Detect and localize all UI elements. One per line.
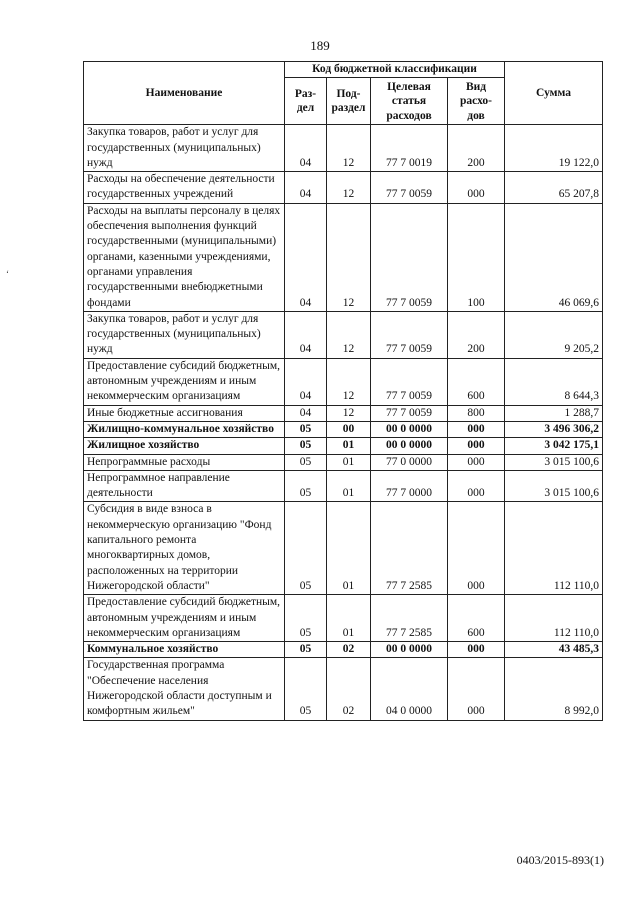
table-body (84, 125, 603, 720)
cell-section: 05 (285, 642, 327, 658)
cell-sum: 3 015 100,6 (505, 454, 603, 470)
cell-target: 77 0 0000 (371, 454, 448, 470)
table-row (84, 358, 603, 405)
cell-subsection: 01 (327, 438, 371, 454)
cell-subsection: 12 (327, 358, 371, 405)
cell-target: 77 7 0059 (371, 311, 448, 358)
cell-name: Жилищное хозяйство (84, 438, 285, 454)
cell-section: 05 (285, 502, 327, 595)
cell-subsection: 02 (327, 642, 371, 658)
cell-target: 77 7 2585 (371, 595, 448, 642)
cell-target: 77 7 0059 (371, 172, 448, 204)
cell-sum: 3 042 175,1 (505, 438, 603, 454)
cell-sum: 8 992,0 (505, 658, 603, 720)
cell-kind: 000 (448, 470, 505, 502)
cell-kind: 000 (448, 502, 505, 595)
table-row (84, 421, 603, 437)
table-row (84, 203, 603, 311)
cell-name: Государственная программа "Обеспечение населения Нижегородской области доступным и комфортным жильем" (84, 658, 285, 720)
cell-subsection: 12 (327, 172, 371, 204)
cell-kind: 000 (448, 421, 505, 437)
cell-subsection: 01 (327, 454, 371, 470)
table-row (84, 595, 603, 642)
cell-name: Закупка товаров, работ и услуг для государственных (муниципальных) нужд (84, 125, 285, 172)
cell-target: 00 0 0000 (371, 421, 448, 437)
cell-subsection: 01 (327, 502, 371, 595)
cell-kind: 200 (448, 311, 505, 358)
cell-name: Иные бюджетные ассигнования (84, 405, 285, 421)
table-row (84, 502, 603, 595)
cell-section: 04 (285, 358, 327, 405)
cell-kind: 600 (448, 595, 505, 642)
cell-target: 77 7 0059 (371, 203, 448, 311)
cell-section: 05 (285, 658, 327, 720)
table-row (84, 642, 603, 658)
cell-target: 00 0 0000 (371, 642, 448, 658)
table-header (84, 62, 603, 125)
cell-section: 04 (285, 125, 327, 172)
cell-sum: 1 288,7 (505, 405, 603, 421)
cell-sum: 8 644,3 (505, 358, 603, 405)
header-target: Целевая статья расходов (371, 78, 448, 125)
table-row (84, 172, 603, 204)
table-row (84, 405, 603, 421)
table-row (84, 438, 603, 454)
cell-name: Непрограммное направление деятельности (84, 470, 285, 502)
cell-section: 05 (285, 454, 327, 470)
cell-target: 00 0 0000 (371, 438, 448, 454)
cell-name: Предоставление субсидий бюджетным, автономным учреждениям и иным некоммерческим организациям (84, 595, 285, 642)
cell-section: 04 (285, 172, 327, 204)
cell-name: Коммунальное хозяйство (84, 642, 285, 658)
cell-kind: 000 (448, 642, 505, 658)
cell-target: 77 7 0000 (371, 470, 448, 502)
cell-sum: 112 110,0 (505, 595, 603, 642)
cell-section: 04 (285, 311, 327, 358)
header-classification-group: Код бюджетной классификации (285, 62, 505, 78)
cell-target: 77 7 0059 (371, 405, 448, 421)
table-row (84, 470, 603, 502)
table-row (84, 658, 603, 720)
cell-target: 77 7 2585 (371, 502, 448, 595)
cell-kind: 200 (448, 125, 505, 172)
table-row (84, 311, 603, 358)
cell-subsection: 12 (327, 405, 371, 421)
cell-target: 77 7 0019 (371, 125, 448, 172)
cell-name: Непрограммные расходы (84, 454, 285, 470)
cell-section: 04 (285, 203, 327, 311)
cell-target: 04 0 0000 (371, 658, 448, 720)
header-kind: Вид расхо- дов (448, 78, 505, 125)
cell-kind: 000 (448, 454, 505, 470)
cell-section: 05 (285, 438, 327, 454)
header-subsection: Под- раздел (327, 78, 371, 125)
cell-subsection: 01 (327, 470, 371, 502)
document-code: 0403/2015-893(1) (516, 853, 604, 867)
cell-name: Расходы на выплаты персоналу в целях обеспечения выполнения функций государственными (муниципальными) органами, казенными учреждениями, органами управления государственными внебюджетными фондами (84, 203, 285, 311)
cell-sum: 19 122,0 (505, 125, 603, 172)
cell-name: Предоставление субсидий бюджетным, автономным учреждениям и иным некоммерческим организациям (84, 358, 285, 405)
cell-sum: 3 496 306,2 (505, 421, 603, 437)
cell-name: Закупка товаров, работ и услуг для государственных (муниципальных) нужд (84, 311, 285, 358)
cell-kind: 000 (448, 658, 505, 720)
header-name: Наименование (84, 62, 285, 125)
cell-name: Субсидия в виде взноса в некоммерческую организацию "Фонд капитального ремонта многоквартирных домов, расположенных на территории Нижегородской области" (84, 502, 285, 595)
cell-name: Расходы на обеспечение деятельности государственных учреждений (84, 172, 285, 204)
cell-subsection: 12 (327, 203, 371, 311)
header-sum: Сумма (505, 62, 603, 125)
cell-kind: 000 (448, 438, 505, 454)
cell-kind: 800 (448, 405, 505, 421)
table-row (84, 454, 603, 470)
cell-subsection: 00 (327, 421, 371, 437)
budget-table (83, 61, 603, 721)
cell-section: 05 (285, 470, 327, 502)
cell-kind: 600 (448, 358, 505, 405)
cell-sum: 9 205,2 (505, 311, 603, 358)
table-row (84, 125, 603, 172)
cell-kind: 100 (448, 203, 505, 311)
cell-target: 77 7 0059 (371, 358, 448, 405)
cell-sum: 46 069,6 (505, 203, 603, 311)
cell-section: 05 (285, 421, 327, 437)
cell-sum: 43 485,3 (505, 642, 603, 658)
cell-sum: 3 015 100,6 (505, 470, 603, 502)
cell-subsection: 12 (327, 125, 371, 172)
cell-section: 05 (285, 595, 327, 642)
page-number: 189 (310, 38, 330, 53)
cell-sum: 65 207,8 (505, 172, 603, 204)
cell-sum: 112 110,0 (505, 502, 603, 595)
cell-section: 04 (285, 405, 327, 421)
margin-mark: ‘ (6, 269, 9, 279)
cell-subsection: 02 (327, 658, 371, 720)
cell-name: Жилищно-коммунальное хозяйство (84, 421, 285, 437)
cell-kind: 000 (448, 172, 505, 204)
header-section: Раз- дел (285, 78, 327, 125)
cell-subsection: 01 (327, 595, 371, 642)
cell-subsection: 12 (327, 311, 371, 358)
